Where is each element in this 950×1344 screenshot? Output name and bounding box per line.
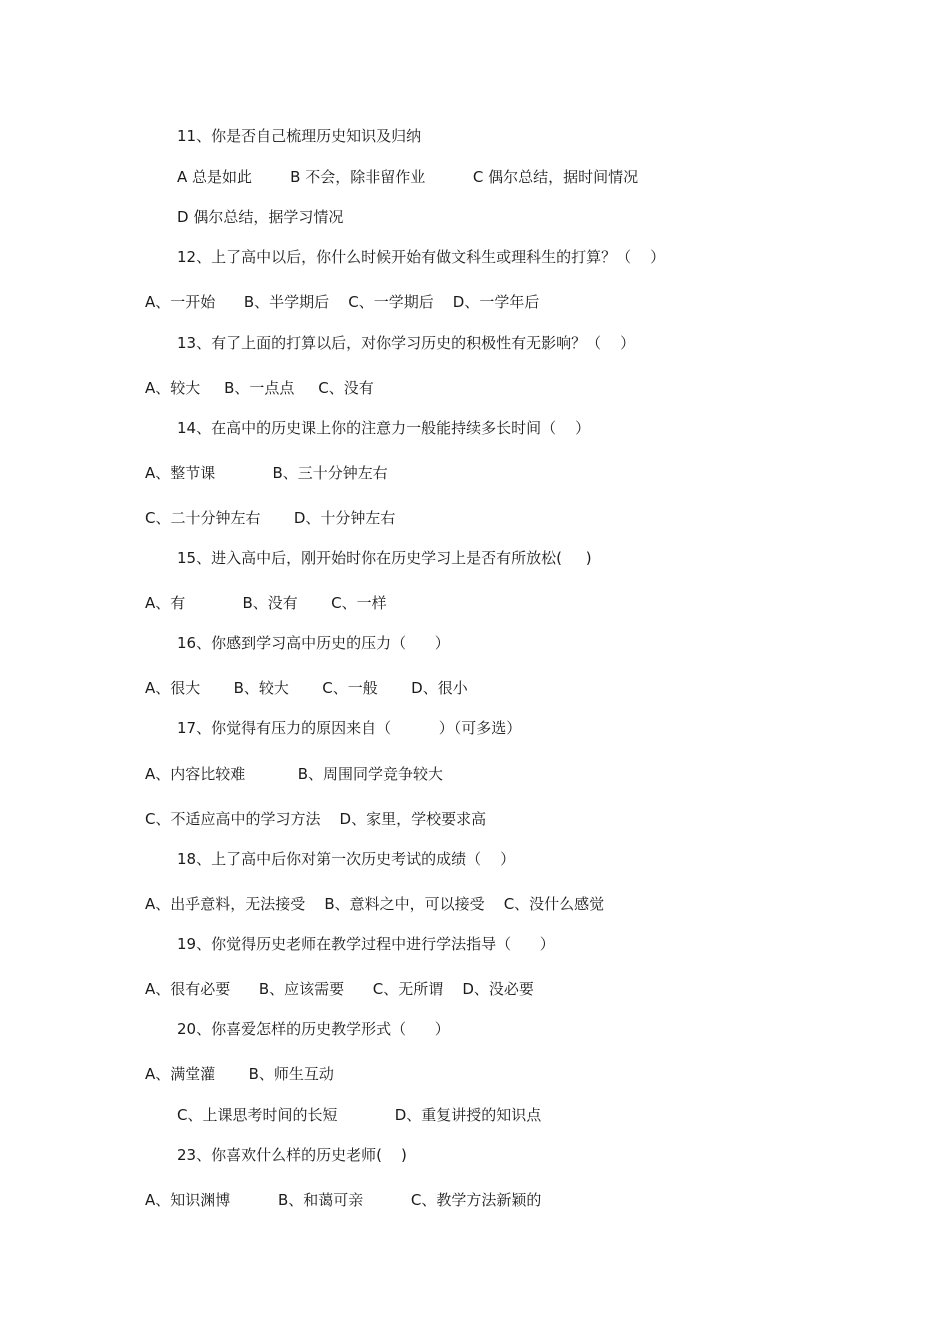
options-20-line2: C、上课思考时间的长短 D、重复讲授的知识点 bbox=[177, 1106, 542, 1124]
question-17: 17、你觉得有压力的原因来自（ ）（可多选） bbox=[177, 719, 522, 737]
options-13: A、较大 B、一点点 C、没有 bbox=[145, 379, 374, 397]
options-12: A、一开始 B、半学期后 C、一学期后 D、一学年后 bbox=[145, 293, 540, 311]
question-14: 14、在高中的历史课上你的注意力一般能持续多长时间（ ） bbox=[177, 419, 591, 437]
question-12: 12、上了高中以后，你什么时候开始有做文科生或理科生的打算？（ ） bbox=[177, 248, 666, 266]
options-11-line1: A 总是如此 B 不会，除非留作业 C 偶尔总结，据时间情况 bbox=[177, 168, 639, 186]
question-18: 18、上了高中后你对第一次历史考试的成绩（ ） bbox=[177, 850, 516, 868]
question-23: 23、你喜欢什么样的历史老师( ) bbox=[177, 1146, 407, 1164]
question-16: 16、你感到学习高中历史的压力（ ） bbox=[177, 634, 450, 652]
options-17-line2: C、不适应高中的学习方法 D、家里，学校要求高 bbox=[145, 810, 487, 828]
question-20: 20、你喜爱怎样的历史教学形式（ ） bbox=[177, 1020, 450, 1038]
question-15: 15、进入高中后，刚开始时你在历史学习上是否有所放松( ) bbox=[177, 549, 592, 567]
options-14-line2: C、二十分钟左右 D、十分钟左右 bbox=[145, 509, 396, 527]
question-13: 13、有了上面的打算以后，对你学习历史的积极性有无影响？（ ） bbox=[177, 334, 636, 352]
options-20-line1: A、满堂灌 B、师生互动 bbox=[145, 1065, 334, 1083]
options-18: A、出乎意料，无法接受 B、意料之中，可以接受 C、没什么感觉 bbox=[145, 895, 605, 913]
options-14-line1: A、整节课 B、三十分钟左右 bbox=[145, 464, 388, 482]
options-16: A、很大 B、较大 C、一般 D、很小 bbox=[145, 679, 468, 697]
question-19: 19、你觉得历史老师在教学过程中进行学法指导（ ） bbox=[177, 935, 555, 953]
options-23: A、知识渊博 B、和蔼可亲 C、教学方法新颖的 bbox=[145, 1191, 542, 1209]
question-11: 11、你是否自己梳理历史知识及归纳 bbox=[177, 127, 422, 145]
options-19: A、很有必要 B、应该需要 C、无所谓 D、没必要 bbox=[145, 980, 534, 998]
options-15: A、有 B、没有 C、一样 bbox=[145, 594, 387, 612]
options-11-line2: D 偶尔总结，据学习情况 bbox=[177, 208, 344, 226]
options-17-line1: A、内容比较难 B、周围同学竞争较大 bbox=[145, 765, 444, 783]
